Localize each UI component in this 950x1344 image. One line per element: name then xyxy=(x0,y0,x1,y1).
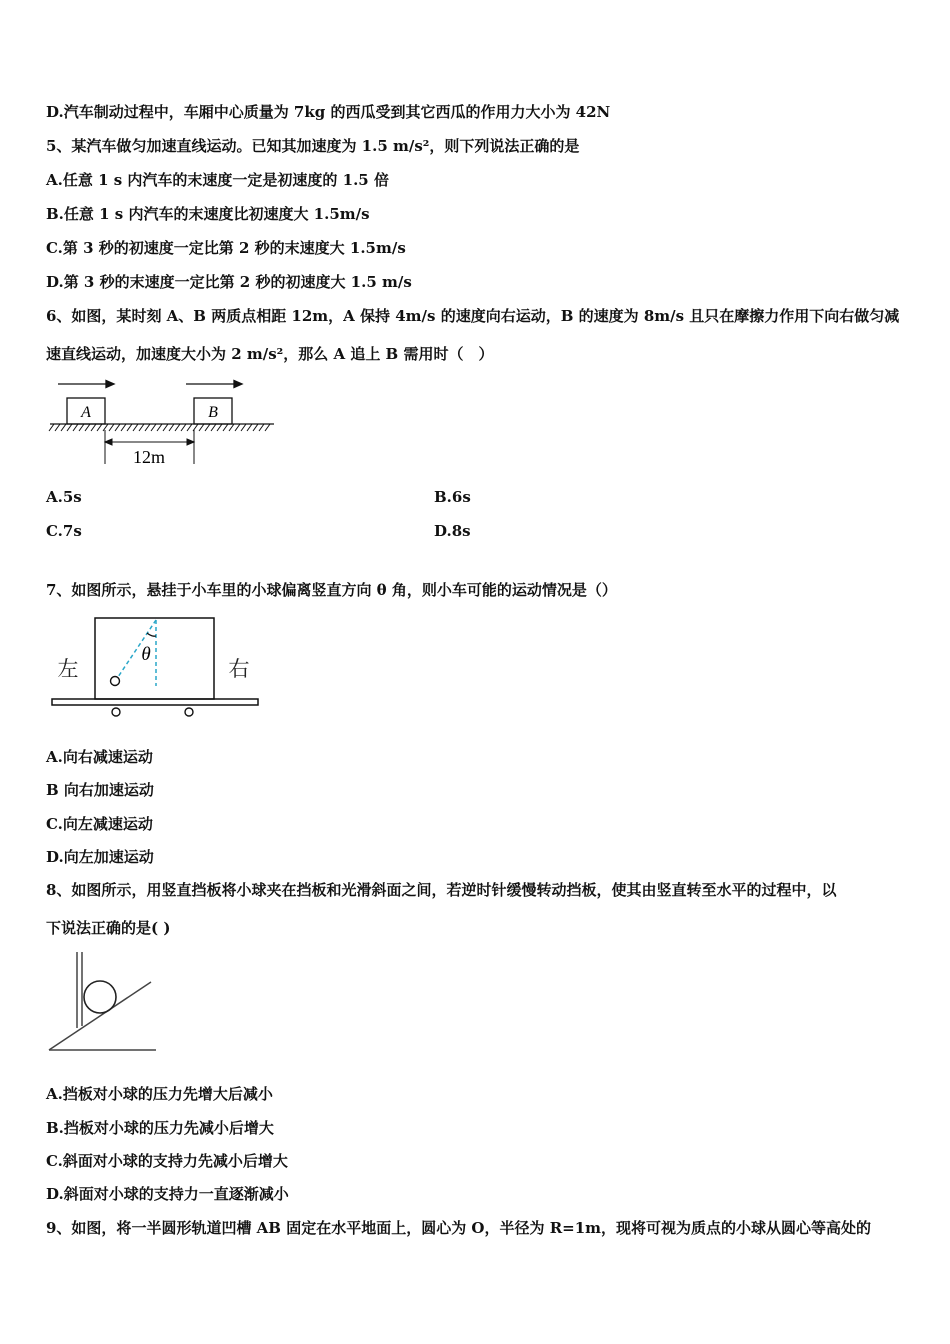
ball xyxy=(84,981,116,1013)
q5-option-d: D.第 3 秒的末速度一定比第 2 秒的初速度大 1.5 m/s xyxy=(46,273,412,291)
wheel-right xyxy=(185,708,193,716)
q7-option-c: C.向左减速运动 xyxy=(46,815,153,833)
q9-stem-line1: 9、如图，将一半圆形轨道凹槽 AB 固定在水平地面上，圆心为 O，半径为 R=1m，现将可视为质点的小球从圆心等高处的 xyxy=(46,1219,872,1237)
q5-stem: 5、某汽车做匀加速直线运动。已知其加速度为 1.5 m/s²，则下列说法正确的是 xyxy=(46,137,580,155)
q4-option-d: D.汽车制动过程中，车厢中心质量为 7kg 的西瓜受到其它西瓜的作用力大小为 42N xyxy=(46,103,611,121)
q5-option-c: C.第 3 秒的初速度一定比第 2 秒的末速度大 1.5m/s xyxy=(46,239,406,257)
q5-option-a: A.任意 1 s 内汽车的末速度一定是初速度的 1.5 倍 xyxy=(46,171,389,189)
right-label: 右 xyxy=(228,657,250,681)
q5-option-b: B.任意 1 s 内汽车的末速度比初速度大 1.5m/s xyxy=(46,205,370,223)
arrow-b-icon xyxy=(186,381,242,388)
left-label: 左 xyxy=(57,657,79,681)
block-a-label: A xyxy=(81,404,91,421)
q6-stem-line1: 6、如图，某时刻 A、B 两质点相距 12m，A 保持 4m/s 的速度向右运动，B 的速度为 8m/s 且只在摩擦力作用下向右做匀减 xyxy=(46,307,900,325)
ball xyxy=(111,677,120,686)
q6-option-c: C.7s xyxy=(46,522,82,540)
q7-option-a: A.向右减速运动 xyxy=(46,748,153,766)
q8-option-c: C.斜面对小球的支持力先减小后增大 xyxy=(46,1152,288,1170)
cart-body xyxy=(95,618,214,699)
block-b-label: B xyxy=(208,404,218,421)
arrow-a-icon xyxy=(58,381,114,388)
q7-stem: 7、如图所示，悬挂于小车里的小球偏离竖直方向 θ 角，则小车可能的运动情况是（） xyxy=(46,581,617,599)
q8-option-b: B.挡板对小球的压力先减小后增大 xyxy=(46,1119,274,1137)
q6-option-b: B.6s xyxy=(434,488,471,506)
q6-option-d: D.8s xyxy=(434,522,471,540)
wheel-left xyxy=(112,708,120,716)
q6-option-a: A.5s xyxy=(46,488,82,506)
q7-option-d: D.向左加速运动 xyxy=(46,848,154,866)
dimension-arrow-icon xyxy=(105,439,194,445)
distance-label: 12m xyxy=(132,447,166,467)
ground-hatch xyxy=(49,424,270,431)
q6-stem-line2: 速直线运动，加速度大小为 2 m/s²，那么 A 追上 B 需用时（ ） xyxy=(46,345,494,363)
q8-figure xyxy=(46,948,166,1058)
q8-option-a: A.挡板对小球的压力先增大后减小 xyxy=(46,1085,273,1103)
angle-arc xyxy=(147,633,156,636)
q7-figure xyxy=(46,614,266,720)
q7-option-b: B 向右加速运动 xyxy=(46,781,154,799)
q8-stem-line1: 8、如图所示，用竖直挡板将小球夹在挡板和光滑斜面之间，若逆时针缓慢转动挡板，使其由竖直转至水平的过程中，以 xyxy=(46,881,837,899)
cart-base xyxy=(52,699,258,705)
q8-stem-line2: 下说法正确的是( ) xyxy=(46,919,171,937)
q6-figure xyxy=(46,372,286,472)
incline xyxy=(49,982,151,1050)
q8-option-d: D.斜面对小球的支持力一直逐渐减小 xyxy=(46,1185,289,1203)
angle-label: θ xyxy=(141,644,151,665)
